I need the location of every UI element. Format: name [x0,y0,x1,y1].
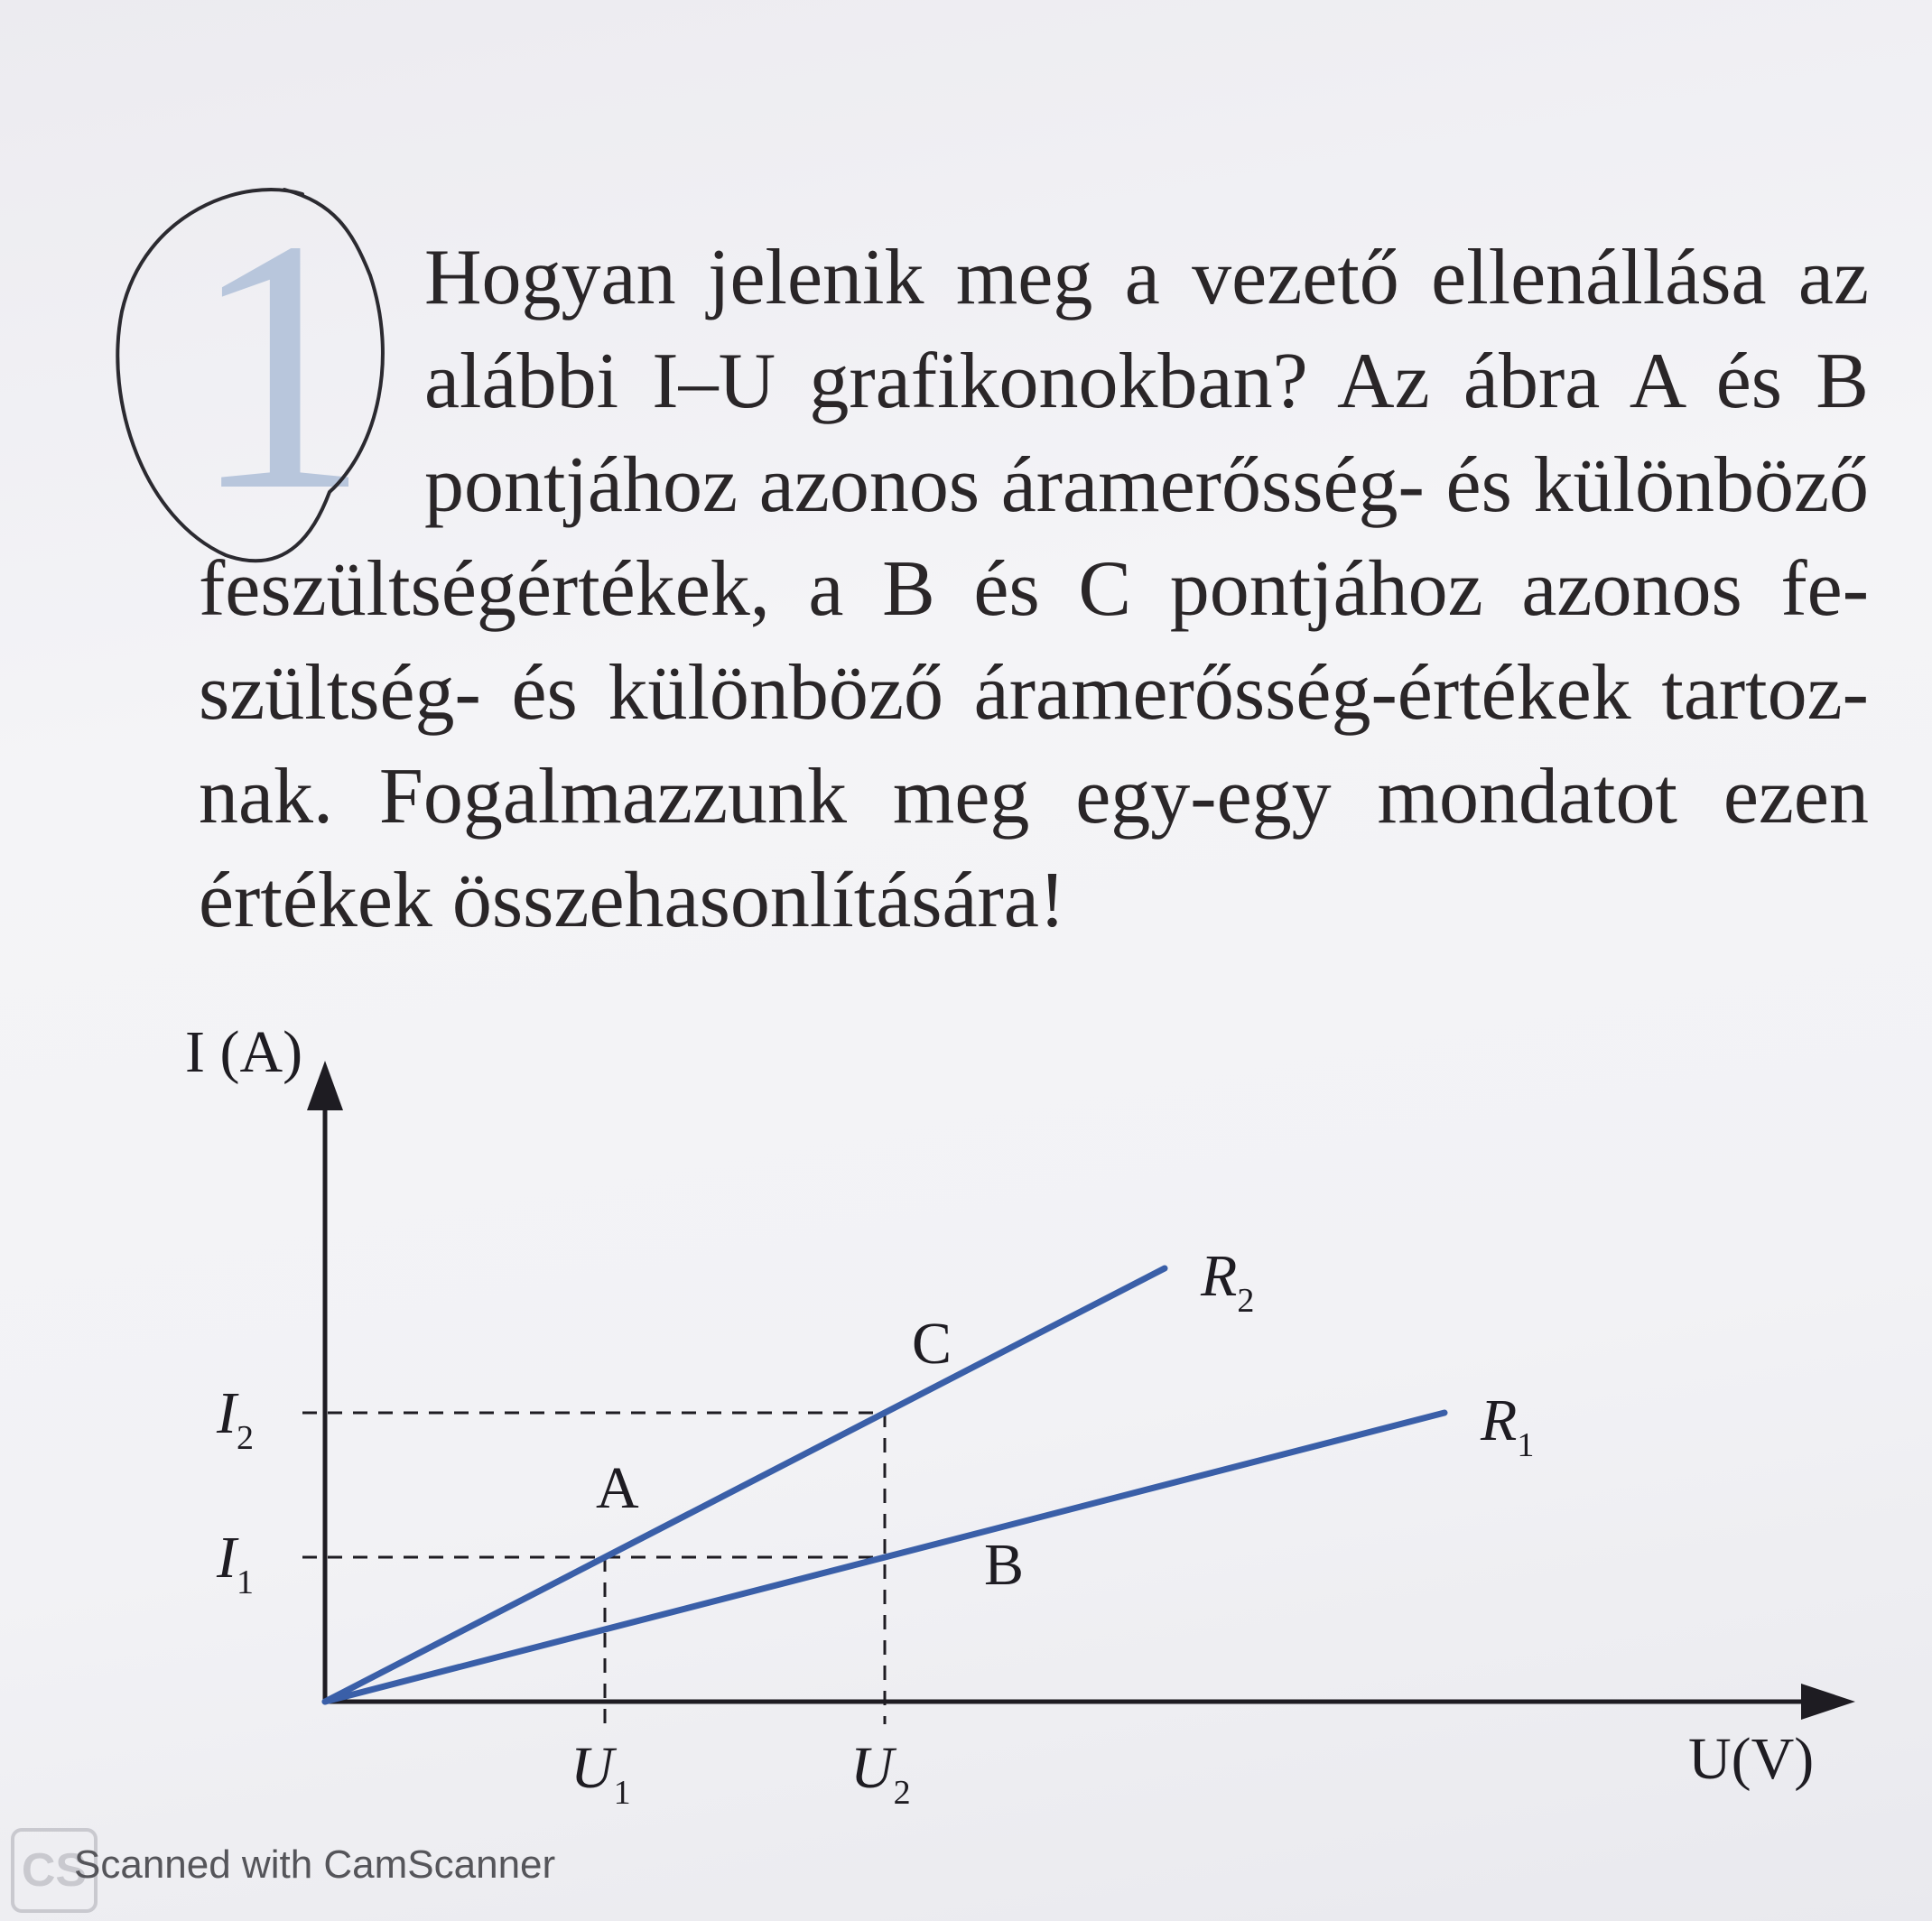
camscanner-logo: CS [11,1828,98,1913]
x-tick-label-2: $U_2$ [850,1735,911,1812]
camscanner-watermark [11,1828,643,1909]
problem-line-5: szültség- és különböző áramerősség-értékek tartoz- [199,649,1869,737]
problem-number: 1 [190,165,370,565]
iu-graph-figure [163,1020,1878,1833]
problem-line-6: nak. Fogalmazzunk meg egy-egy mondatot ezen [199,753,1869,840]
series-label-R2: $R_2$ [1201,1243,1255,1320]
problem-line-2: alábbi I–U grafikonokban? Az ábra A és B [424,338,1869,425]
x-axis-label: U(V) [1688,1726,1815,1792]
x-axis-arrow [1801,1684,1855,1720]
iu-chart [163,1020,1878,1833]
problem-line-4: feszültségértékek, a B és C pontjához azonos fe- [199,545,1869,633]
y-axis-label: I (A) [185,1020,303,1085]
series-line-R2 [325,1268,1165,1702]
problem-line-3: pontjához azonos áramerősség- és különböző [424,441,1869,529]
y-tick-label-1: $I_1$ [217,1525,254,1601]
y-tick-label-2: $I_2$ [217,1380,254,1457]
y-axis-arrow [307,1061,343,1110]
problem-line-1: Hogyan jelenik meg a vezető ellenállása az [424,234,1869,321]
series-label-R1: $R_1$ [1481,1387,1535,1464]
problem-line-7: értékek összehasonlítására! [199,857,1066,944]
point-label-A: A [596,1455,639,1521]
problem-statement [199,226,1869,952]
x-tick-label-1: $U_1$ [571,1735,631,1812]
point-label-C: C [912,1311,952,1377]
camscanner-text: Scanned with CamScanner [74,1842,556,1887]
point-label-B: B [984,1532,1025,1598]
